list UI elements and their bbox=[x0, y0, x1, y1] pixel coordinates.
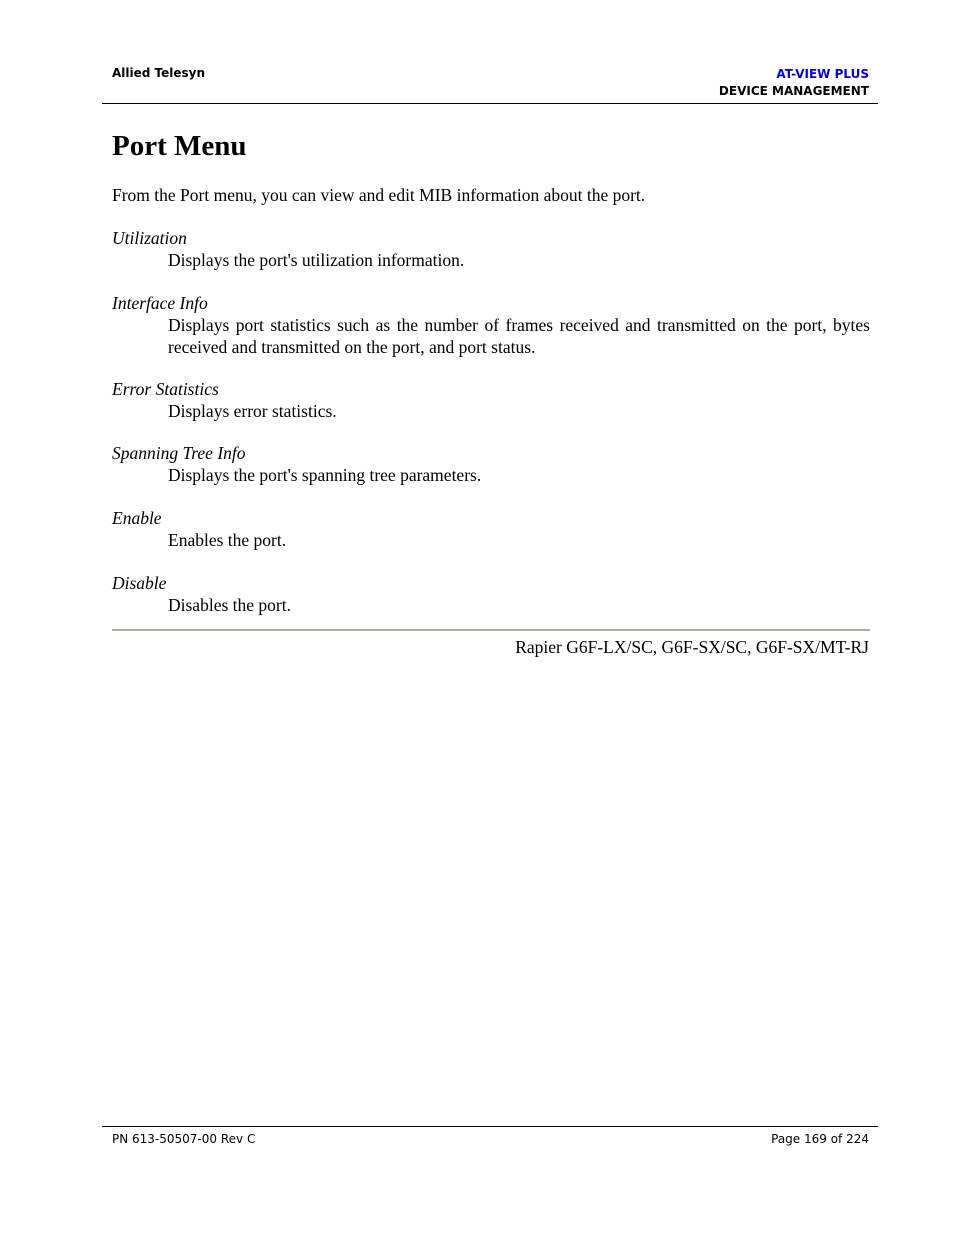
entry-description: Displays port statistics such as the number of frames received and transmitted on the port, bytes received and transmitted on the port, and port status. bbox=[168, 315, 870, 357]
entry-description: Displays error statistics. bbox=[168, 401, 337, 421]
entry-utilization bbox=[112, 227, 870, 271]
header-right bbox=[719, 66, 869, 100]
footer-part-number: PN 613-50507-00 Rev C bbox=[112, 1132, 256, 1146]
footer-rule bbox=[102, 1126, 878, 1127]
entry-disable bbox=[112, 572, 870, 616]
entry-description: Displays the port's spanning tree parameters. bbox=[168, 465, 482, 485]
entry-term: Error Statistics bbox=[112, 379, 219, 399]
entry-term: Utilization bbox=[112, 228, 187, 248]
entry-term: Disable bbox=[112, 573, 167, 593]
header-product: AT-VIEW PLUS bbox=[776, 67, 869, 81]
entry-term: Enable bbox=[112, 508, 162, 528]
footer-page-number: Page 169 of 224 bbox=[771, 1132, 869, 1146]
intro-paragraph: From the Port menu, you can view and edit MIB information about the port. bbox=[112, 185, 646, 205]
entry-term: Spanning Tree Info bbox=[112, 443, 246, 463]
entry-description: Enables the port. bbox=[168, 530, 287, 550]
entry-description: Disables the port. bbox=[168, 595, 291, 615]
header-section: DEVICE MANAGEMENT bbox=[718, 84, 869, 98]
entry-enable bbox=[112, 507, 870, 551]
page-title: Port Menu bbox=[112, 130, 247, 162]
entry-description: Displays the port's utilization information. bbox=[168, 250, 465, 270]
entry-error-statistics bbox=[112, 378, 870, 422]
entry-spanning-tree-info bbox=[112, 442, 870, 486]
header-rule bbox=[102, 103, 878, 104]
header-company: Allied Telesyn bbox=[112, 66, 206, 80]
content-rule bbox=[112, 629, 870, 631]
entry-interface-info bbox=[112, 292, 870, 358]
model-line: Rapier G6F-LX/SC, G6F-SX/SC, G6F-SX/MT-RJ bbox=[515, 637, 869, 657]
entry-term: Interface Info bbox=[112, 293, 208, 313]
